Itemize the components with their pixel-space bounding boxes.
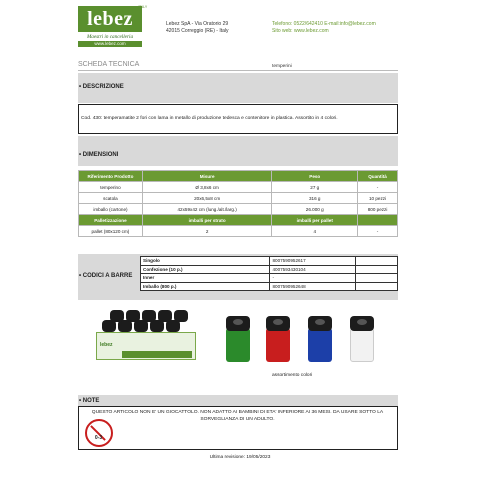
logo-italy: ITALY xyxy=(138,5,148,9)
barcode-row xyxy=(141,274,398,283)
header-cell xyxy=(358,215,398,226)
sharpener-body xyxy=(266,328,290,362)
table-cell: pallet (80x120 cm) xyxy=(79,226,143,237)
table-cell: 10 pezzi xyxy=(358,193,398,204)
logo-text: lebez xyxy=(78,6,142,32)
barcode-value: 8007590952617 xyxy=(270,257,356,266)
display-box-label: lebez xyxy=(100,342,113,348)
table-row xyxy=(79,204,398,215)
pallet-header-row xyxy=(79,215,398,226)
descrizione-title: • DESCRIZIONE xyxy=(79,84,124,90)
barcode-value: 8007590952648 xyxy=(270,282,356,291)
header-cell: imballi per pallet xyxy=(272,215,358,226)
table-cell: - xyxy=(358,182,398,193)
logo-tagline: Maestri in cancelleria xyxy=(86,34,134,40)
table-cell: temperino xyxy=(79,182,143,193)
header-cell: Palletizzazione xyxy=(79,215,143,226)
mini-sharpener xyxy=(158,310,172,322)
website-line: Sito web: www.lebez.com xyxy=(272,28,329,34)
barcode-label: Confezione (10 p.) xyxy=(141,265,270,274)
lebez-logo xyxy=(78,6,142,50)
company-name: Lebez SpA - Via Oratorio 29 xyxy=(166,21,229,27)
barcode-table xyxy=(140,256,398,291)
table-cell: 800 pezzi xyxy=(358,204,398,215)
sharpener-body xyxy=(308,328,332,362)
table-cell: 316 g xyxy=(272,193,358,204)
note-box xyxy=(78,406,398,450)
header-cell: imballi per strato xyxy=(142,215,272,226)
age-warning-icon xyxy=(85,419,113,447)
header-cell: Peso xyxy=(272,171,358,182)
table-cell: - xyxy=(358,226,398,237)
sharpener-body xyxy=(350,328,374,362)
note-line-2: SORVEGLIANZA DI UN ADULTO. xyxy=(200,417,275,422)
barcode-label: Singolo xyxy=(141,257,270,266)
table-cell: Ø 3,8x6 cm xyxy=(142,182,272,193)
age-label: 0-3 xyxy=(94,435,103,441)
header-cell: Riferimento Prodotto xyxy=(79,171,143,182)
sharpener-green xyxy=(226,316,250,362)
note-text xyxy=(79,409,396,423)
sharpener-body xyxy=(226,328,250,362)
display-box-stripe xyxy=(122,351,192,358)
company-city: 42015 Correggio (RE) - Italy xyxy=(166,28,229,34)
sharpener-red xyxy=(266,316,290,362)
sharpener-hole xyxy=(233,319,243,325)
codici-title: • CODICI A BARRE xyxy=(79,273,133,279)
empty-cell xyxy=(356,282,398,291)
scheda-title: SCHEDA TECNICA xyxy=(78,61,140,68)
sharpener-hole xyxy=(357,319,367,325)
descrizione-header-bar xyxy=(78,73,398,103)
barcode-label: Inner xyxy=(141,274,270,283)
table-cell: scatola xyxy=(79,193,143,204)
mini-sharpener xyxy=(126,310,140,322)
table-cell: imballo (cartone) xyxy=(79,204,143,215)
phone-email-line: Telefono: 0522/642410 E-mail:info@lebez.com xyxy=(272,21,376,27)
dimensioni-table xyxy=(78,170,398,237)
table-row xyxy=(79,193,398,204)
mini-sharpener xyxy=(142,310,156,322)
dimensioni-header-bar xyxy=(78,136,398,166)
mini-sharpener xyxy=(174,310,188,322)
sharpener-blue xyxy=(308,316,332,362)
scheda-category: temperini xyxy=(272,64,292,69)
note-line-1: QUESTO ARTICOLO NON E' UN GIOCATTOLO. NON ADATTO AI BAMBINI DI ETA' INFERIORE AI 36 MESI. DA USARE SOTTO LA xyxy=(91,410,384,415)
header-cell: Misure xyxy=(142,171,272,182)
empty-cell xyxy=(356,257,398,266)
barcode-row xyxy=(141,282,398,291)
barcode-value: 4007593430104 xyxy=(270,265,356,274)
company-contact xyxy=(272,21,376,35)
empty-cell xyxy=(356,274,398,283)
barcode-value: - xyxy=(270,274,356,283)
descrizione-box xyxy=(78,104,398,134)
table-cell: 4 xyxy=(272,226,358,237)
table-cell: 26.000 g xyxy=(272,204,358,215)
note-title: • NOTE xyxy=(79,398,100,404)
company-address xyxy=(166,21,229,35)
dimensioni-title: • DIMENSIONI xyxy=(79,152,119,158)
table-row xyxy=(79,182,398,193)
table-cell: 27 g xyxy=(272,182,358,193)
dimensioni-header-row xyxy=(79,171,398,182)
descrizione-text: Cod. 430: temperamatite 2 fori con lama in metallo di produzione tedesca e contenitore in plastica. Assortito in 4 colori. xyxy=(81,116,338,121)
empty-cell xyxy=(356,265,398,274)
sharpener-hole xyxy=(273,319,283,325)
image-caption: assortimento colori xyxy=(272,373,313,378)
barcode-row xyxy=(141,265,398,274)
sharpener-white xyxy=(350,316,374,362)
barcode-label: Imballo (800 p.) xyxy=(141,282,270,291)
table-cell: 20x6,5x8 cm xyxy=(142,193,272,204)
mini-sharpener xyxy=(110,310,124,322)
display-box-image xyxy=(92,306,204,364)
sharpener-hole xyxy=(315,319,325,325)
table-cell: 2 xyxy=(142,226,272,237)
header-cell: Quantità xyxy=(358,171,398,182)
pallet-row xyxy=(79,226,398,237)
logo-url: www.lebez.com xyxy=(78,41,142,47)
barcode-row xyxy=(141,257,398,266)
revision-date: Ultima revisione: 19/05/2023 xyxy=(209,455,271,460)
scheda-bar xyxy=(78,60,398,71)
table-cell: 42x59x42 cm (lung./alt./larg.) xyxy=(142,204,272,215)
